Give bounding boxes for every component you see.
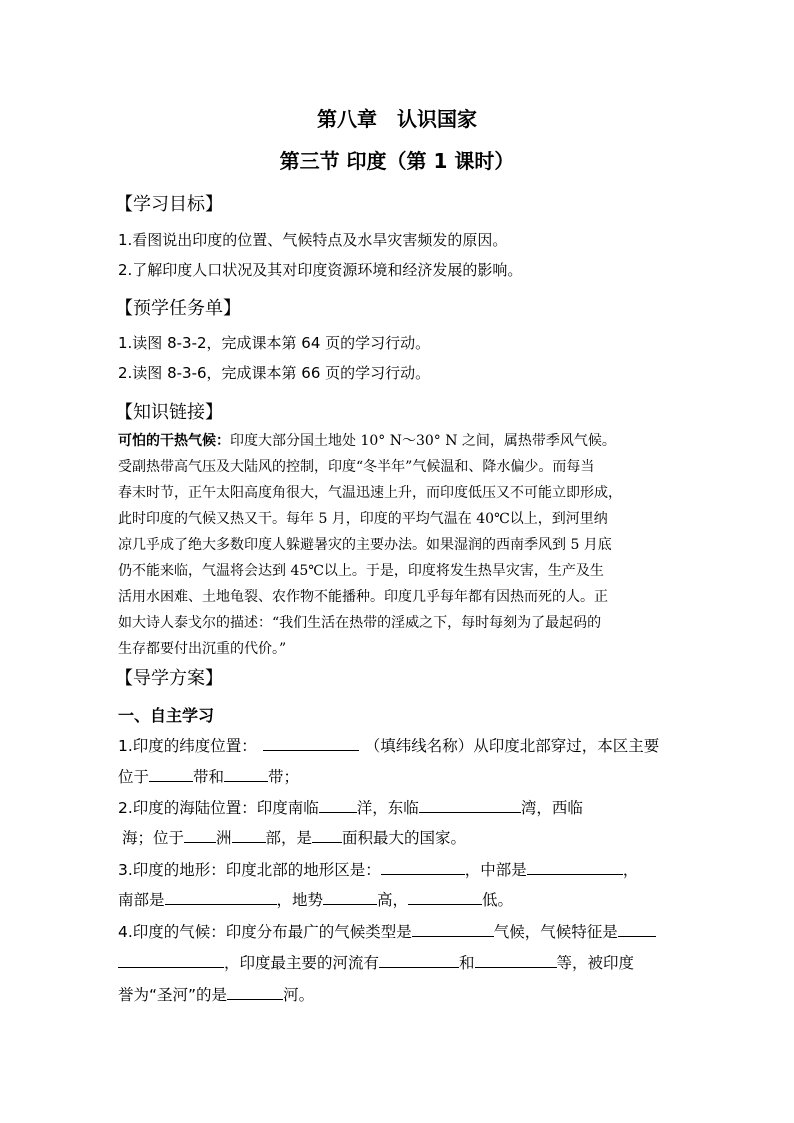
knowledge-line: 仍不能来临，气温将会达到 45℃以上。于是，印度将发生热旱灾害，生产及生 [118,563,604,579]
knowledge-line: 可怕的干热气候：印度大部分国土地处 10° N～30° N 之间，属热带季风气候。 [118,433,616,449]
guide-heading: 【导学方案】 [115,668,223,689]
answer-blank[interactable] [118,951,224,968]
answer-blank[interactable] [618,920,656,937]
preview-item: 2.读图 8-3-6，完成课本第 66 页的学习行动。 [118,364,431,382]
answer-blank[interactable] [312,826,342,843]
answer-blank[interactable] [184,826,216,843]
self-study-subheading: 一、自主学习 [118,706,215,725]
answer-blank[interactable] [412,920,494,937]
answer-blank[interactable] [224,765,268,782]
question-3-line1: 3.印度的地形：印度北部的地形区是： ，中部是 ， [118,858,638,880]
answer-blank[interactable] [232,826,266,843]
question-2-line1: 2.印度的海陆位置：印度南临 洋，东临 湾，西临 [118,796,583,818]
knowledge-line: 如大诗人泰戈尔的描述：“我们生活在热带的淫威之下，每时每刻为了最起码的 [118,615,602,631]
knowledge-line: 凉几乎成了绝大多数印度人躲避暑灾的主要办法。如果湿润的西南季风到 5 月底 [118,537,612,553]
answer-blank[interactable] [408,888,482,905]
question-2-line2: 海；位于 洲 部，是 面积最大的国家。 [122,826,466,848]
answer-blank[interactable] [319,796,357,813]
knowledge-line: 受副热带高气压及大陆风的控制，印度“冬半年”气候温和、降水偏少。而每当 [118,459,595,475]
goal-item: 1.看图说出印度的位置、气候特点及水旱灾害频发的原因。 [118,231,508,249]
knowledge-line: 此时印度的气候又热又干。每年 5 月，印度的平均气温在 40℃以上，到河里纳 [118,511,608,527]
answer-blank[interactable] [475,951,557,968]
goals-heading: 【学习目标】 [115,194,223,215]
knowledge-label: 可怕的干热气候： [118,433,230,449]
answer-blank[interactable] [527,858,623,875]
question-1-line1: 1.印度的纬度位置： （填纬线名称）从印度北部穿过，本区主要 [118,734,659,756]
preview-item: 1.读图 8-3-2，完成课本第 64 页的学习行动。 [118,334,431,352]
knowledge-line: 活用水困难、土地龟裂、农作物不能播种。印度几乎每年都有因热而死的人。正 [118,589,608,605]
question-4-line2: ，印度最主要的河流有 和 等，被印度 [118,951,634,973]
knowledge-heading: 【知识链接】 [115,402,223,423]
knowledge-line: 春末时节，正午太阳高度角很大，气温迅速上升，而印度低压又不可能立即形成， [118,485,622,501]
answer-blank[interactable] [149,765,193,782]
answer-blank[interactable] [323,888,377,905]
answer-blank[interactable] [227,983,283,1000]
answer-blank[interactable] [419,796,521,813]
answer-blank[interactable] [263,734,359,751]
preview-heading: 【预学任务单】 [115,298,241,319]
knowledge-paragraph [118,428,678,662]
question-4-line1: 4.印度的气候：印度分布最广的气候类型是 气候，气候特征是 [118,920,656,942]
question-1-line2: 位于 带和 带； [118,765,299,787]
question-3-line2: 南部是 ，地势 高， 低。 [118,888,513,910]
answer-blank[interactable] [379,951,459,968]
answer-blank[interactable] [165,888,277,905]
goal-item: 2.了解印度人口状况及其对印度资源环境和经济发展的影响。 [118,261,523,279]
section-title: 第三节 印度（第 1 课时） [279,149,515,173]
answer-blank[interactable] [381,858,465,875]
knowledge-line: 生存都要付出沉重的代价。” [118,641,287,657]
question-4-line3: 誉为“圣河”的是 河。 [118,983,314,1005]
chapter-title: 第八章 认识国家 [317,107,477,131]
